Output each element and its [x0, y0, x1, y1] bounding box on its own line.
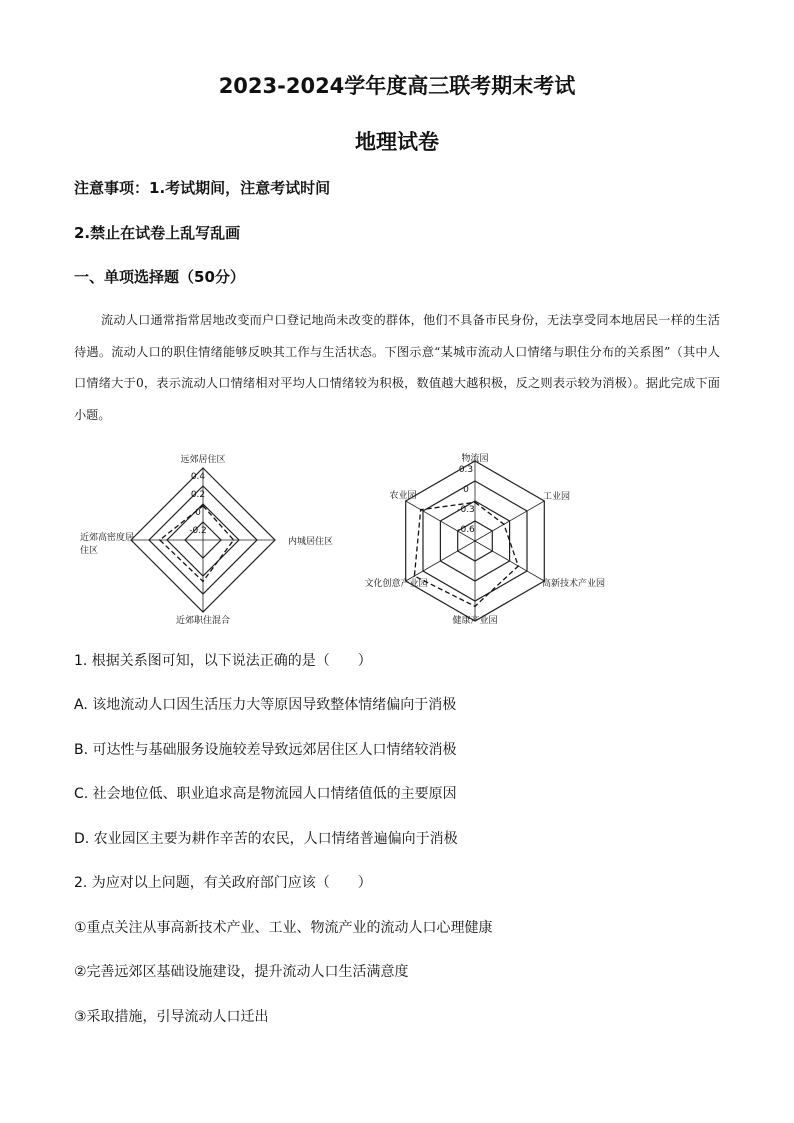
question-1-option-c: C. 社会地位低、职业追求高是物流园人口情绪值低的主要原因 — [74, 786, 457, 802]
exam-subject: 地理试卷 — [355, 130, 439, 154]
radar-chart-residential — [80, 453, 333, 626]
exam-title: 2023-2024学年度高三联考期末考试 — [218, 74, 576, 98]
ring-label: 0.4 — [190, 472, 206, 482]
data-series-line — [414, 502, 518, 606]
data-point — [202, 581, 204, 583]
question-2-option-2: ②完善远郊区基础设施建设，提升流动人口生活满意度 — [74, 964, 409, 980]
data-point — [420, 509, 422, 511]
data-point — [474, 502, 476, 504]
question-1-option-a: A. 该地流动人口因生活压力大等原因导致整体情绪偏向于消极 — [74, 697, 457, 713]
axis-label: 住区 — [80, 546, 99, 556]
axis-label: 内城居住区 — [288, 537, 334, 547]
question-2-option-1: ①重点关注从事高新技术产业、工业、物流产业的流动人口心理健康 — [74, 920, 493, 936]
data-point — [414, 575, 416, 577]
data-point — [159, 539, 161, 541]
axis-label: 文化创意产业园 — [364, 579, 428, 589]
data-point — [202, 505, 204, 507]
axis-label: 高新技术产业园 — [542, 579, 606, 589]
ring-label: -0.3 — [457, 505, 475, 515]
question-2-stem: 2. 为应对以上问题，有关政府部门应该（ ） — [74, 875, 372, 891]
axis-label: 健康产业园 — [452, 616, 498, 626]
ring-label: 0.3 — [458, 465, 474, 475]
notes-line-2: 2.禁止在试卷上乱写乱画 — [74, 224, 241, 242]
data-point — [233, 539, 235, 541]
axis-label: 工业园 — [543, 492, 571, 502]
ring-label: 0 — [463, 485, 469, 495]
ring-label: 0 — [195, 508, 201, 518]
ring-label: 0.2 — [190, 490, 206, 500]
axis-label: 近郊职住混合 — [175, 616, 231, 626]
question-1-stem: 1. 根据关系图可知，以下说法正确的是（ ） — [74, 653, 372, 669]
data-point — [518, 565, 520, 567]
axis-label: 物流园 — [461, 454, 489, 464]
axis-label: 农业园 — [389, 491, 417, 501]
axis-label: 近郊高密度居 — [80, 533, 135, 543]
question-passage: 流动人口通常指常居地改变而户口登记地尚未改变的群体，他们不具备市民身份，无法享受同本地居民一样的生活待遇。流动人口的职住情绪能够反映其工作与生活状态。下图示意“某城市流动人口情绪与职住分布的关系图”（其中人口情绪大于0，表示流动人口情绪相对平均人口情绪较为积极，数值越大越积极，反之则表示较为消极）。据此完成下面小题。 — [74, 313, 720, 422]
question-1-option-d: D. 农业园区主要为耕作辛苦的农民，人口情绪普遍偏向于消极 — [74, 831, 458, 847]
ring-label: -0.6 — [457, 525, 475, 535]
radar-figure — [70, 440, 630, 630]
question-2-option-3: ③采取措施，引导流动人口迁出 — [74, 1009, 269, 1025]
data-point — [503, 524, 505, 526]
question-1-option-b: B. 可达性与基础服务设施较差导致远郊居住区人口情绪较消极 — [74, 742, 457, 758]
axis-label: 远郊居住区 — [180, 455, 226, 465]
ring-label: -0.2 — [189, 526, 207, 536]
radar-chart-industrial — [364, 452, 605, 626]
data-point — [474, 606, 476, 608]
notes-line-1: 注意事项：1.考试期间，注意考试时间 — [74, 179, 331, 197]
section-title: 一、单项选择题（50分） — [74, 268, 245, 286]
